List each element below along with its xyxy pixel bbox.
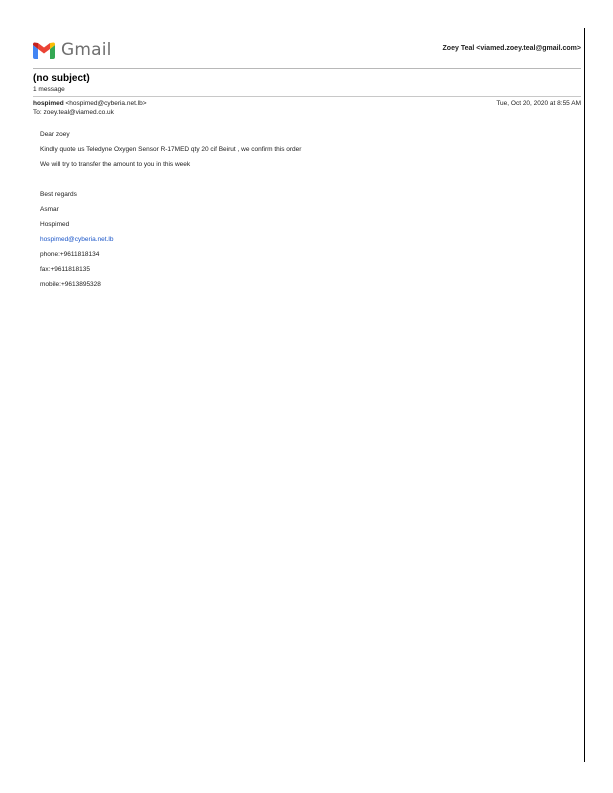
message-date: Tue, Oct 20, 2020 at 8:55 AM [496,100,581,107]
gmail-logo[interactable] [33,40,112,60]
sender-email: <hospimed@cyberia.net.lb> [65,100,147,107]
body-line-transfer: We will try to transfer the amount to you in this week [40,161,191,168]
message-count: 1 message [33,86,65,93]
signature-regards: Best regards [40,191,77,198]
thread-subject: (no subject) [33,73,90,84]
signature-mobile: mobile:+9613895328 [40,281,101,288]
signature-email-link[interactable]: hospimed@cyberia.net.lb [40,236,114,243]
body-greeting: Dear zoey [40,131,70,138]
recipient-line: To: zoey.teal@viamed.co.uk [33,109,114,116]
body-line-quote: Kindly quote us Teledyne Oxygen Sensor R-17MED qty 20 cif Beirut , we confirm this order [40,146,302,153]
signature-company: Hospimed [40,221,70,228]
signature-name: Asmar [40,206,59,213]
subject-divider [33,96,581,97]
page-edge-rule [584,28,585,762]
gmail-logo-text: Gmail [61,40,112,60]
header-divider [33,68,581,69]
gmail-m-icon [33,42,55,59]
gmail-header [33,38,581,62]
signature-phone: phone:+9611818134 [40,251,100,258]
sender-line [33,100,147,107]
account-email: Zoey Teal <viamed.zoey.teal@gmail.com> [442,45,581,52]
signature-fax: fax:+9611818135 [40,266,90,273]
sender-name: hospimed [33,100,64,107]
